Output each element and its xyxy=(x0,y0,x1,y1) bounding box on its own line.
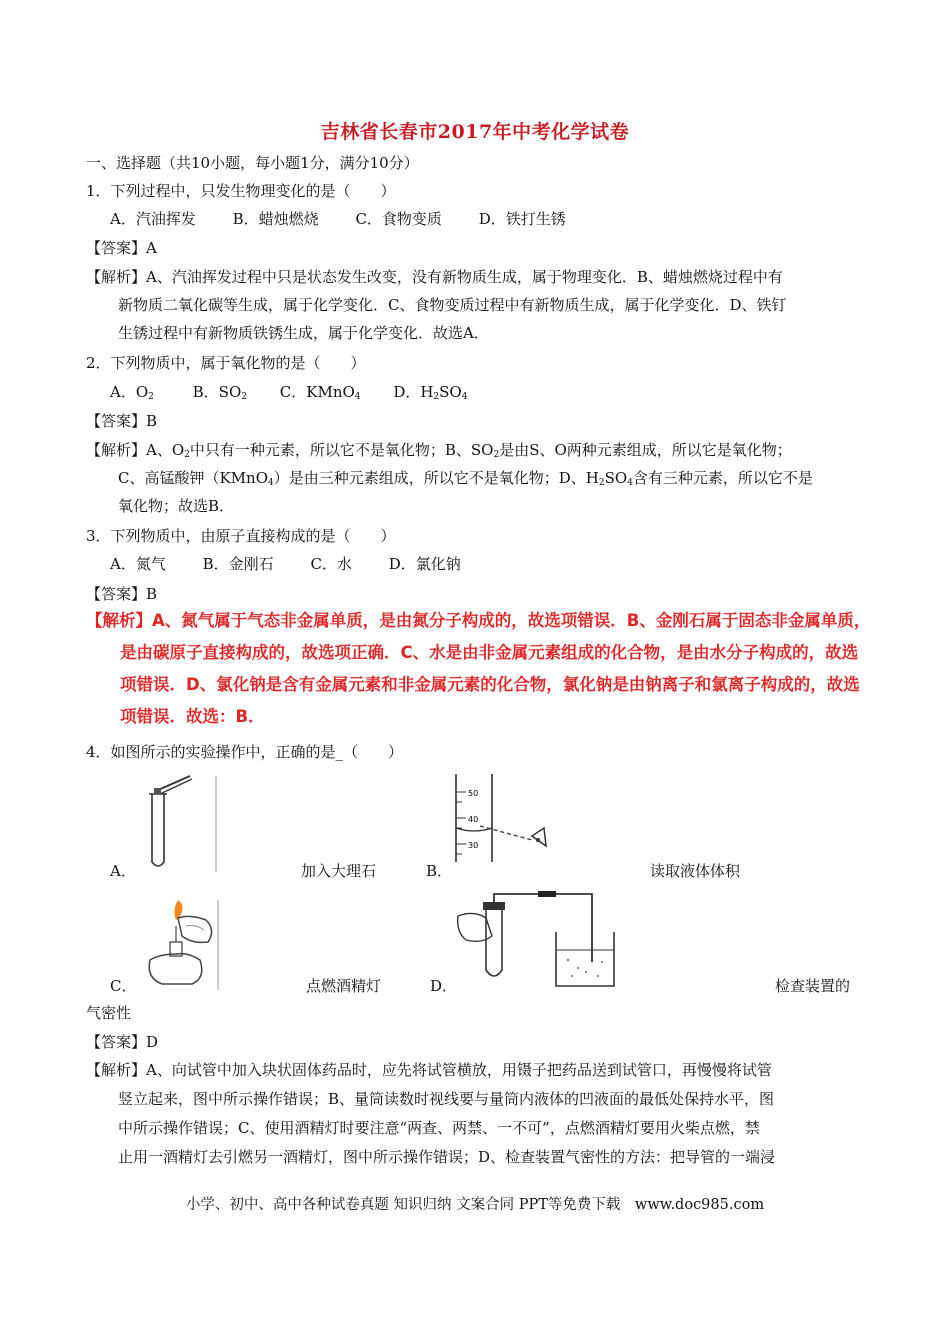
q3-stem: 3．下列物质中，由原子直接构成的是（ ） xyxy=(86,527,396,545)
q2-option-b: B．$SO_2$ xyxy=(192,383,247,402)
q4-analysis-line: 止用一酒精灯去引燃另一酒精灯，图中所示操作错误；D、检查装置气密性的方法：把导管的一端浸 xyxy=(118,1148,776,1166)
section-heading: 一、选择题（共10小题，每小题1分，满分10分） xyxy=(86,154,419,172)
q4-label-c: C． xyxy=(110,977,137,995)
q1-analysis-line: 生锈过程中有新物质铁锈生成，属于化学变化．故选A． xyxy=(118,324,489,342)
q2-option-d: D．$H_2SO_4$ xyxy=(393,383,468,402)
q1-options xyxy=(110,208,566,230)
q1-option-b: B．蜡烛燃烧 xyxy=(232,210,319,228)
q3-answer: 【答案】B xyxy=(86,585,158,603)
q3-analysis-line: 是由碳原子直接构成的，故选项正确．C、水是由非金属元素组成的化合物，是由水分子构成的，故选 xyxy=(120,643,859,662)
q4-label-b: B． xyxy=(426,862,453,880)
q3-option-a: A．氮气 xyxy=(110,555,166,573)
q4-caption-c: 点燃酒精灯 xyxy=(306,977,382,995)
graduated-cylinder-figure xyxy=(440,772,560,872)
q2-analysis-line: 【解析】A、$O_2$中只有一种元素，所以它不是氧化物；B、$SO_2$是由S、O两种元素组成，所以它是氧化物； xyxy=(86,441,792,460)
cylinder-tick-label: 50 xyxy=(468,789,479,798)
q1-stem: 1．下列过程中，只发生物理变化的是（ ） xyxy=(86,182,396,200)
q4-analysis-line: 【解析】A、向试管中加入块状固体药品时，应先将试管横放，用镊子把药品送到试管口，再慢慢将试管 xyxy=(86,1061,772,1079)
q1-option-d: D．铁打生锈 xyxy=(478,210,566,228)
hand-icon xyxy=(458,913,492,941)
q3-analysis-line: 项错误．故选：B． xyxy=(120,707,265,726)
q2-answer: 【答案】B xyxy=(86,412,158,430)
q3-option-b: B．金刚石 xyxy=(202,555,274,573)
q3-option-c: C．水 xyxy=(310,555,352,573)
q4-caption-b: 读取液体体积 xyxy=(650,862,741,880)
q4-label-d: D． xyxy=(430,977,458,995)
q3-analysis-line: 【解析】A、氮气属于气态非金属单质，是由氮分子构成的，故选项错误．B、金刚石属于固态非金属单质， xyxy=(86,611,871,630)
q3-option-d: D．氯化钠 xyxy=(388,555,461,573)
q4-caption-a: 加入大理石 xyxy=(301,862,377,880)
q2-analysis-line: 氧化物；故选B． xyxy=(118,497,235,515)
q4-answer: 【答案】D xyxy=(86,1033,159,1051)
cylinder-tick-label: 40 xyxy=(468,815,479,824)
q2-stem: 2．下列物质中，属于氧化物的是（ ） xyxy=(86,354,366,372)
alcohol-lamp-figure xyxy=(126,896,236,992)
cylinder-tick-label: 30 xyxy=(468,841,479,850)
eye-icon xyxy=(532,828,546,846)
airtightness-check-figure xyxy=(452,888,632,992)
q4-analysis-line: 中所示操作错误；C、使用酒精灯时要注意“两查、两禁、一不可”，点燃酒精灯要用火柴点燃，禁 xyxy=(118,1119,760,1137)
q1-analysis-line: 【解析】A、汽油挥发过程中只是状态发生改变，没有新物质生成，属于物理变化．B、蜡烛燃烧过程中有 xyxy=(86,268,783,286)
page-footer: 小学、初中、高中各种试卷真题 知识归纳 文案合同 PPT等免费下载 www.doc985.com xyxy=(185,1197,765,1213)
q4-analysis-line: 竖立起来，图中所示操作错误；B、量筒读数时视线要与量筒内液体的凹液面的最低处保持水平，图 xyxy=(118,1090,775,1108)
q2-analysis-line: C、高锰酸钾（KMnO$_4$）是由三种元素组成，所以它不是氧化物；D、$H_2SO_4$含有三种元素，所以它不是 xyxy=(118,469,813,488)
q2-options xyxy=(110,381,467,408)
q1-analysis-line: 新物质二氧化碳等生成，属于化学变化．C、食物变质过程中有新物质生成，属于化学变化．D、铁钉 xyxy=(118,296,787,314)
q1-option-a: A．汽油挥发 xyxy=(110,210,196,228)
q1-answer: 【答案】A xyxy=(86,239,157,257)
q4-caption-d: 检查装置的 xyxy=(775,977,851,995)
q1-option-c: C．食物变质 xyxy=(355,210,442,228)
q3-analysis-line: 项错误．D、氯化钠是含有金属元素和非金属元素的化合物，氯化钠是由钠离子和氯离子构成的，故选 xyxy=(120,675,860,694)
document-title: 吉林省长春市2017年中考化学试卷 xyxy=(320,121,630,143)
test-tube-figure xyxy=(130,774,230,874)
q4-stem: 4．如图所示的实验操作中，正确的是_（ ） xyxy=(86,743,404,761)
q2-option-a: A．$O_2$ xyxy=(110,383,154,402)
q2-option-c: C．KMnO$_4$ xyxy=(279,383,361,402)
q4-label-a: A． xyxy=(110,862,136,880)
q3-options xyxy=(110,553,461,575)
q4-caption-d-continued: 气密性 xyxy=(86,1004,132,1022)
